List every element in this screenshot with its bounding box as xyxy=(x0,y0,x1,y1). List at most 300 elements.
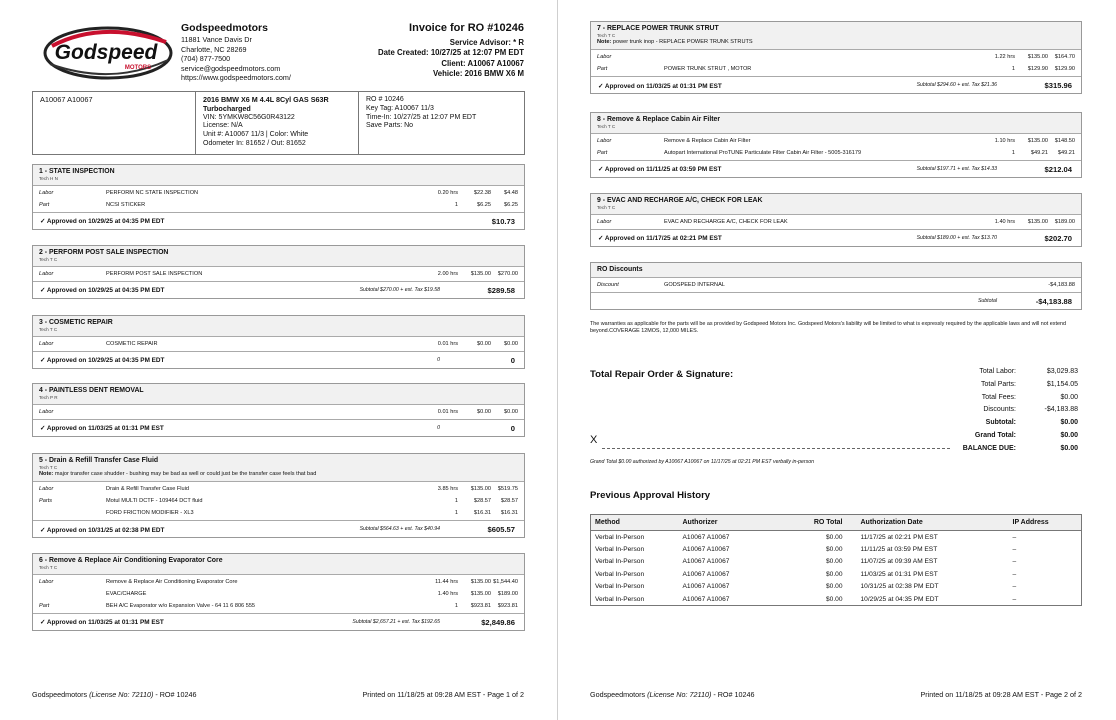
approval-status: ✓ Approved on 11/11/25 at 03:59 PM EST xyxy=(598,166,722,173)
history-row xyxy=(591,556,1082,569)
company-email[interactable]: service@godspeedmotors.com xyxy=(181,63,281,73)
job-approval-row xyxy=(591,161,1081,177)
history-row xyxy=(591,581,1082,594)
line-hours-qty: 1 xyxy=(454,498,458,504)
line-description: PERFORM NC STATE INSPECTION xyxy=(106,189,199,196)
job-tech: Tech T C xyxy=(39,565,58,570)
line-rate: $923.81 xyxy=(470,602,491,609)
line-hours-qty: 1.40 hrs xyxy=(437,590,458,597)
line-description: NCSI STICKER xyxy=(106,201,146,208)
line-hours-qty: 1 xyxy=(1011,66,1015,72)
note-label: Note: xyxy=(597,38,613,45)
job-note-text: major transfer case shudder - bushing may be bad as well or could just be the transfer case feels that bad xyxy=(54,470,317,477)
job-total: $10.73 xyxy=(491,216,515,226)
job-subtotal: Subtotal $197.71 + est. Tax $14.33 xyxy=(916,165,997,172)
ro-info-box xyxy=(32,91,525,155)
history-cell: – xyxy=(1012,533,1017,541)
totals-value: $3,029.83 xyxy=(1046,368,1078,375)
footer-company: Godspeedmotors xyxy=(590,690,646,699)
line-total: $1,544.40 xyxy=(493,578,518,585)
line-total: $189.00 xyxy=(497,590,518,597)
approval-status: ✓ Approved on 11/03/25 at 01:31 PM EST xyxy=(598,82,722,90)
ro-number: RO # 10246 xyxy=(366,96,404,103)
totals-label: Total Parts: xyxy=(980,380,1016,388)
history-cell: – xyxy=(1012,545,1017,553)
history-cell: – xyxy=(1012,583,1017,591)
invoice-header xyxy=(378,22,524,80)
line-type: Part xyxy=(597,149,608,156)
line-hours-qty: 0.20 hrs xyxy=(437,189,458,196)
footer-printed: Printed on 11/18/25 at 09:28 AM EST - Page 2 of 2 xyxy=(920,690,1082,699)
job-note xyxy=(597,39,1075,47)
line-total: $6.25 xyxy=(504,201,518,208)
time-in: Time-In: 10/27/25 at 12:07 PM EDT xyxy=(366,113,477,121)
save-parts: Save Parts: No xyxy=(366,122,414,130)
invoice-title: Invoice for RO #10246 xyxy=(409,22,524,34)
totals-row xyxy=(914,366,1078,379)
line-item xyxy=(33,588,524,600)
line-type: Labor xyxy=(39,340,54,347)
job-lines xyxy=(33,186,524,213)
job-lines xyxy=(591,134,1081,161)
job-title: 4 - PAINTLESS DENT REMOVAL xyxy=(39,387,144,394)
line-item xyxy=(33,406,524,418)
job-approval-row xyxy=(33,213,524,229)
history-cell: A10067 A10067 xyxy=(682,545,730,553)
line-total: $129.90 xyxy=(1054,66,1075,72)
job-section-header xyxy=(591,263,1081,278)
line-rate: $16.31 xyxy=(473,510,491,516)
job-total: $2,849.86 xyxy=(481,617,515,627)
job-title: 6 - Remove & Replace Air Conditioning Evaporator Core xyxy=(39,557,223,564)
line-item xyxy=(33,576,524,588)
line-total: $49.21 xyxy=(1057,149,1075,156)
history-cell: – xyxy=(1012,595,1017,603)
totals-value: $0.00 xyxy=(1060,431,1078,439)
totals-row xyxy=(914,417,1078,430)
line-rate: $135.00 xyxy=(1027,54,1048,60)
line-rate: $22.38 xyxy=(473,189,491,196)
job-tech: Tech T C xyxy=(39,465,58,470)
line-description: Remove & Replace Air Conditioning Evaporator Core xyxy=(106,578,238,585)
line-type: Labor xyxy=(39,578,54,585)
history-row xyxy=(591,543,1082,556)
signature-authorization-text: Grand Total $0.00 authorized by A10067 A10067 on 11/17/25 at 02:21 PM EST verbally in-person xyxy=(590,459,814,465)
unit-color: Unit #: A10067 11/3 | Color: White xyxy=(203,131,309,139)
line-total: $16.31 xyxy=(500,510,518,516)
history-column-header: IP Address xyxy=(1009,515,1082,531)
job-lines xyxy=(33,267,524,282)
totals-value: $1,154.05 xyxy=(1046,380,1078,388)
job-section xyxy=(590,262,1082,310)
approval-status: ✓ Approved on 11/03/25 at 01:31 PM EST xyxy=(40,619,164,626)
line-total: $923.81 xyxy=(497,602,518,609)
line-type: Discount xyxy=(597,282,619,288)
footer-ro: - RO# 10246 xyxy=(155,690,197,699)
job-section xyxy=(590,112,1082,178)
job-tech: Tech T C xyxy=(597,124,616,129)
line-rate: $28.57 xyxy=(473,498,491,504)
job-tech: Tech T C xyxy=(39,257,58,262)
approval-history-table xyxy=(590,514,1082,606)
vehicle-column xyxy=(196,92,359,154)
line-type: Part xyxy=(597,66,608,72)
history-cell: Verbal In-Person xyxy=(595,558,645,566)
job-section-header xyxy=(33,554,524,575)
approval-status: ✓ Approved on 10/29/25 at 04:35 PM EDT xyxy=(40,218,165,225)
footer-license: (License No: 72110) xyxy=(647,690,712,699)
company-website[interactable]: https://www.godspeedmotors.com/ xyxy=(181,73,291,83)
line-total: $519.75 xyxy=(497,486,518,492)
line-rate: $6.25 xyxy=(477,201,491,208)
footer-company: Godspeedmotors xyxy=(32,690,88,699)
history-column-header: Authorization Date xyxy=(857,515,1009,531)
job-subtotal: 0 xyxy=(437,356,440,363)
history-cell: 10/29/25 at 04:35 PM EDT xyxy=(860,595,939,603)
job-lines xyxy=(33,337,524,352)
line-description: Autopart International ProTUNE Particulate Filter Cabin Air Filter - 5005-316179 xyxy=(664,149,862,156)
footer-printed: Printed on 11/18/25 at 09:28 AM EST - Page 1 of 2 xyxy=(362,690,524,699)
job-subtotal: Subtotal $2,657.21 + est. Tax $192.65 xyxy=(352,618,440,625)
totals-row xyxy=(914,404,1078,417)
signature-line[interactable] xyxy=(602,448,950,449)
job-total: $212.04 xyxy=(1044,164,1072,174)
job-subtotal: Subtotal $294.60 + est. Tax $21.36 xyxy=(916,82,997,88)
line-hours-qty: 2.00 hrs xyxy=(437,270,458,277)
line-description: EVAC AND RECHARGE A/C, CHECK FOR LEAK xyxy=(664,218,788,225)
job-note xyxy=(39,471,518,479)
totals-block xyxy=(914,366,1078,456)
history-cell: 11/03/25 at 01:31 PM EST xyxy=(860,570,938,578)
job-section-header xyxy=(33,316,524,337)
totals-row xyxy=(914,443,1078,456)
line-type: Part xyxy=(39,602,50,609)
line-rate: $129.90 xyxy=(1027,66,1048,72)
job-total: $605.57 xyxy=(487,525,515,534)
vehicle-subtitle: Turbocharged xyxy=(203,103,251,113)
totals-label: Subtotal: xyxy=(985,419,1016,427)
line-type: Part xyxy=(39,201,50,208)
job-title: RO Discounts xyxy=(597,266,643,273)
job-tech: Tech T C xyxy=(39,327,58,332)
job-lines xyxy=(33,405,524,420)
line-description: FORD FRICTION MODIFIER - XL3 xyxy=(106,510,194,516)
history-cell: A10067 A10067 xyxy=(682,558,730,566)
job-title: 8 - Remove & Replace Cabin Air Filter xyxy=(597,116,721,123)
job-subtotal: Subtotal $189.00 + est. Tax $13.70 xyxy=(916,234,997,241)
totals-value: $0.00 xyxy=(1060,444,1078,452)
job-tech: Tech T C xyxy=(597,205,616,210)
line-hours-qty: 1.10 hrs xyxy=(994,137,1015,144)
history-cell: $0.00 xyxy=(825,583,843,591)
line-description: Motul MULTI DCTF - 109464 DCT fluid xyxy=(106,498,203,504)
client: Client: A10067 A10067 xyxy=(441,58,524,68)
totals-label: Total Labor: xyxy=(979,368,1016,375)
line-description: EVAC/CHARGE xyxy=(106,590,147,597)
line-item xyxy=(591,279,1081,291)
job-section xyxy=(32,553,525,631)
job-approval-row xyxy=(591,230,1081,246)
approval-status: ✓ Approved on 10/29/25 at 04:35 PM EDT xyxy=(40,357,165,364)
job-subtotal: Subtotal $270.00 + est. Tax $19.58 xyxy=(359,286,440,293)
line-type: Labor xyxy=(597,54,612,60)
history-cell: 11/07/25 at 09:39 AM EST xyxy=(860,558,938,566)
job-total: 0 xyxy=(510,355,515,365)
totals-label: BALANCE DUE: xyxy=(962,444,1016,452)
history-column-header: Method xyxy=(591,515,679,531)
line-type: Labor xyxy=(39,408,54,415)
footer-left xyxy=(590,690,755,699)
totals-value: -$4,183.88 xyxy=(1044,406,1078,414)
job-total: 0 xyxy=(510,423,515,433)
job-total: $289.58 xyxy=(487,285,515,295)
job-approval-row xyxy=(33,420,524,436)
totals-row xyxy=(914,430,1078,443)
line-hours-qty: 1 xyxy=(454,201,458,208)
job-total: $315.96 xyxy=(1044,81,1072,90)
line-total: $4.48 xyxy=(504,189,518,196)
line-type: Labor xyxy=(39,486,54,492)
approval-status: ✓ Approved on 11/17/25 at 02:21 PM EST xyxy=(598,235,722,242)
line-description: Drain & Refill Transfer Case Fluid xyxy=(106,486,190,492)
totals-label: Grand Total: xyxy=(974,431,1016,439)
approval-status: ✓ Approved on 11/03/25 at 01:31 PM EST xyxy=(40,425,164,432)
history-cell: $0.00 xyxy=(825,570,843,578)
job-title: 5 - Drain & Refill Transfer Case Fluid xyxy=(39,457,159,464)
history-cell: 11/17/25 at 02:21 PM EST xyxy=(860,533,938,541)
history-cell: $0.00 xyxy=(825,595,843,603)
logo-subtext: MOTORS xyxy=(124,65,152,71)
company-address-2: Charlotte, NC 28269 xyxy=(181,44,247,54)
key-tag: Key Tag: A10067 11/3 xyxy=(366,104,434,112)
note-label: Note: xyxy=(39,470,55,477)
job-tech: Tech P R xyxy=(39,395,58,400)
signature-heading: Total Repair Order & Signature: xyxy=(590,369,734,380)
line-item xyxy=(591,63,1081,75)
job-lines xyxy=(591,215,1081,230)
line-item xyxy=(33,495,524,507)
line-hours-qty: 1 xyxy=(454,602,458,609)
job-approval-row xyxy=(33,614,524,630)
history-cell: Verbal In-Person xyxy=(595,595,645,603)
totals-row xyxy=(914,379,1078,392)
line-hours-qty: 1 xyxy=(1011,149,1015,156)
customer-name: A10067 A10067 xyxy=(40,95,93,104)
line-item xyxy=(591,147,1081,159)
line-hours-qty: 1.40 hrs xyxy=(994,218,1015,225)
godspeed-logo xyxy=(42,24,174,82)
job-note-text: power trunk inop - REPLACE POWER TRUNK STRUTS xyxy=(612,38,753,45)
line-rate: $0.00 xyxy=(477,340,491,347)
line-item xyxy=(33,268,524,280)
line-description: GODSPEED INTERNAL xyxy=(664,282,725,288)
company-name: Godspeedmotors xyxy=(181,22,268,34)
history-cell: Verbal In-Person xyxy=(595,533,645,541)
job-section-header xyxy=(33,384,524,405)
history-cell: $0.00 xyxy=(825,545,843,553)
customer-column xyxy=(33,92,196,154)
history-cell: 10/31/25 at 02:38 PM EDT xyxy=(860,583,939,591)
company-phone: (704) 877-7500 xyxy=(181,54,231,64)
history-cell: 11/11/25 at 03:59 PM EST xyxy=(860,545,938,553)
job-section-header xyxy=(591,22,1081,50)
signature-x: X xyxy=(590,434,598,446)
line-rate: $135.00 xyxy=(470,578,491,585)
approval-history-heading: Previous Approval History xyxy=(590,490,711,501)
totals-label: Discounts: xyxy=(983,406,1016,414)
totals-value: $0.00 xyxy=(1060,419,1078,427)
history-cell: $0.00 xyxy=(825,558,843,566)
job-approval-row xyxy=(33,352,524,368)
line-item xyxy=(591,216,1081,228)
totals-label: Total Fees: xyxy=(981,393,1016,401)
line-total: $0.00 xyxy=(504,408,518,415)
job-subtotal: Subtotal $564.63 + est. Tax $40.94 xyxy=(359,526,440,532)
history-cell: Verbal In-Person xyxy=(595,570,645,578)
history-cell: – xyxy=(1012,570,1017,578)
footer-ro: - RO# 10246 xyxy=(713,690,755,699)
history-cell: Verbal In-Person xyxy=(595,583,645,591)
job-section xyxy=(590,21,1082,94)
history-cell: A10067 A10067 xyxy=(682,533,730,541)
license: License: N/A xyxy=(203,122,243,130)
history-column-header: RO Total xyxy=(803,515,857,531)
line-hours-qty: 0.01 hrs xyxy=(437,408,458,415)
line-type: Labor xyxy=(39,270,54,277)
history-header-row xyxy=(591,515,1082,531)
line-rate: $135.00 xyxy=(470,590,491,597)
totals-row xyxy=(914,392,1078,405)
approval-status: ✓ Approved on 10/29/25 at 04:35 PM EDT xyxy=(40,287,165,294)
vehicle-title: 2016 BMW X6 M 4.4L 8Cyl GAS S63R xyxy=(203,95,329,104)
line-total: -$4,183.88 xyxy=(1048,282,1075,288)
job-section xyxy=(32,383,525,437)
job-approval-row xyxy=(33,521,524,537)
job-approval-row xyxy=(591,293,1081,309)
job-section-header xyxy=(33,165,524,186)
line-description: COSMETIC REPAIR xyxy=(106,340,158,347)
job-section-header xyxy=(591,113,1081,134)
history-cell: $0.00 xyxy=(825,533,843,541)
job-total: -$4,183.88 xyxy=(1035,297,1072,306)
job-section xyxy=(32,453,525,538)
history-cell: Verbal In-Person xyxy=(595,545,645,553)
job-lines xyxy=(33,575,524,614)
job-tech: Tech H N xyxy=(39,176,58,181)
date-created: Date Created: 10/27/25 at 12:07 PM EDT xyxy=(377,48,524,58)
line-item xyxy=(33,199,524,211)
job-lines xyxy=(33,482,524,521)
line-total: $28.57 xyxy=(500,498,518,504)
job-subtotal: 0 xyxy=(437,424,440,431)
logo-text: Godspeed xyxy=(54,41,158,64)
line-rate: $135.00 xyxy=(470,486,491,492)
job-subtotal: Subtotal xyxy=(977,298,997,304)
line-total: $0.00 xyxy=(504,340,518,347)
line-type: Labor xyxy=(597,218,612,225)
line-hours-qty: 3.85 hrs xyxy=(437,486,458,492)
job-approval-row xyxy=(33,282,524,298)
footer-left xyxy=(32,690,197,699)
history-column-header: Authorizer xyxy=(679,515,803,531)
job-section xyxy=(32,245,525,299)
line-item xyxy=(33,507,524,519)
company-info xyxy=(181,22,291,83)
job-section-header xyxy=(33,454,524,482)
line-rate: $0.00 xyxy=(477,408,491,415)
line-hours-qty: 1 xyxy=(454,510,458,516)
line-total: $164.70 xyxy=(1054,54,1075,60)
approval-status: ✓ Approved on 10/31/25 at 02:38 PM EDT xyxy=(40,526,165,534)
job-section-header xyxy=(33,246,524,267)
vin: VIN: 5YMKW8C56G0R43122 xyxy=(203,113,295,121)
line-hours-qty: 1.22 hrs xyxy=(994,54,1015,60)
history-cell: – xyxy=(1012,558,1017,566)
invoice-page-1 xyxy=(0,0,557,720)
odometer: Odometer In: 81652 / Out: 81652 xyxy=(203,139,306,147)
line-description: POWER TRUNK STRUT , MOTOR xyxy=(664,66,752,72)
ro-column xyxy=(359,92,524,154)
history-row xyxy=(591,568,1082,581)
line-description: PERFORM POST SALE INSPECTION xyxy=(106,270,203,277)
line-total: $270.00 xyxy=(497,270,518,277)
job-title: 2 - PERFORM POST SALE INSPECTION xyxy=(39,249,169,256)
history-cell: A10067 A10067 xyxy=(682,570,730,578)
line-rate: $135.00 xyxy=(1027,218,1048,225)
line-description: Remove & Replace Cabin Air Filter xyxy=(664,137,751,144)
job-title: 9 - EVAC AND RECHARGE A/C, CHECK FOR LEAK xyxy=(597,197,763,204)
job-lines xyxy=(591,50,1081,77)
job-section-header xyxy=(591,194,1081,215)
line-total: $148.50 xyxy=(1054,137,1075,144)
line-type: Labor xyxy=(597,137,612,144)
line-type: Parts xyxy=(39,498,53,504)
history-row xyxy=(591,531,1082,544)
job-tech: Tech T C xyxy=(597,33,616,38)
job-total: $202.70 xyxy=(1044,233,1072,243)
job-section xyxy=(32,315,525,369)
line-type: Labor xyxy=(39,189,54,196)
vehicle: Vehicle: 2016 BMW X6 M xyxy=(433,69,524,79)
line-rate: $135.00 xyxy=(1027,137,1048,144)
line-rate: $49.21 xyxy=(1030,149,1048,156)
job-title: 1 - STATE INSPECTION xyxy=(39,168,115,175)
line-item xyxy=(591,51,1081,63)
line-item xyxy=(33,338,524,350)
job-title: 3 - COSMETIC REPAIR xyxy=(39,319,113,326)
line-item xyxy=(33,600,524,612)
history-cell: A10067 A10067 xyxy=(682,595,730,603)
invoice-page-2 xyxy=(558,0,1116,720)
line-total: $189.00 xyxy=(1054,218,1075,225)
line-rate: $135.00 xyxy=(470,270,491,277)
company-address-1: 11881 Vance Davis Dr xyxy=(181,35,252,44)
job-lines xyxy=(591,278,1081,293)
job-approval-row xyxy=(591,77,1081,93)
line-hours-qty: 0.01 hrs xyxy=(437,340,458,347)
job-section xyxy=(32,164,525,230)
history-row xyxy=(591,593,1082,606)
line-description: BEH A/C Evaporator w/o Expansion Valve - 64 11 6 806 555 xyxy=(106,602,256,609)
totals-value: $0.00 xyxy=(1060,393,1078,401)
service-advisor: Service Advisor: * R xyxy=(449,38,524,47)
line-item xyxy=(33,483,524,495)
line-item xyxy=(33,187,524,199)
history-cell: A10067 A10067 xyxy=(682,583,730,591)
job-title: 7 - REPLACE POWER TRUNK STRUT xyxy=(597,25,719,32)
line-item xyxy=(591,135,1081,147)
line-hours-qty: 11.44 hrs xyxy=(435,578,458,585)
